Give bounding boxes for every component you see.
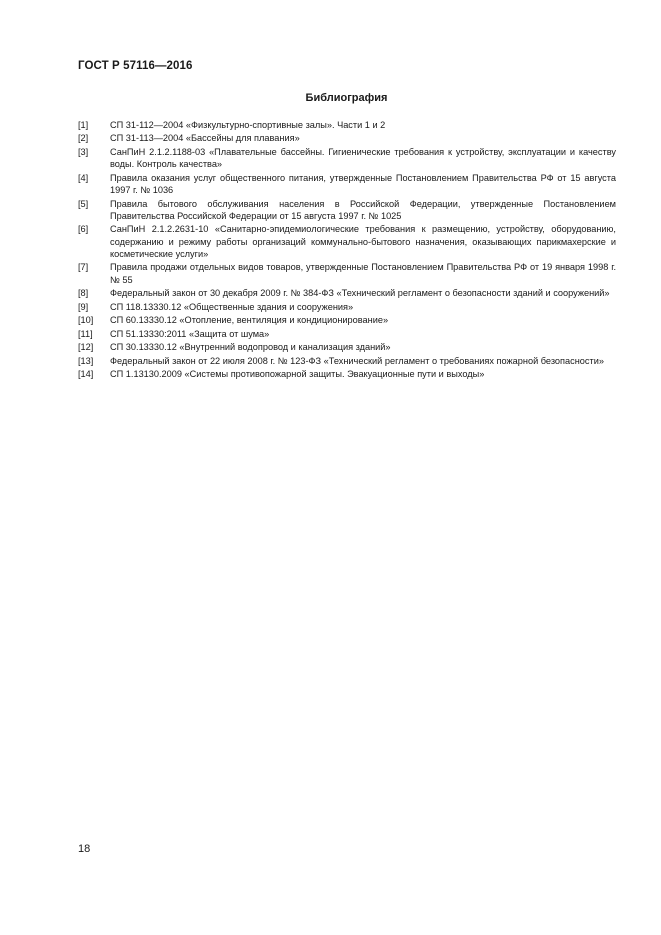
- entry-number: [12]: [78, 342, 94, 353]
- entry-text: Правила бытового обслуживания населения в Российской Федерации, утвержденные Постановлением Правительства Российской Федерации от 15 августа 1997 г. № 1025: [110, 198, 616, 221]
- entry-text: СП 51.13330:2011 «Защита от шума»: [110, 328, 270, 339]
- bibliography-entry: [78, 368, 616, 380]
- entry-number: [10]: [78, 315, 94, 326]
- bibliography-entry: [78, 146, 616, 171]
- entry-number: [2]: [78, 133, 89, 144]
- bibliography-entry: [78, 172, 616, 197]
- entry-number: [13]: [78, 355, 94, 366]
- bibliography-entry: [78, 328, 616, 340]
- bibliography-entry: [78, 119, 616, 131]
- bibliography-entry: [78, 341, 616, 353]
- entry-text: СанПиН 2.1.2.2631-10 «Санитарно-эпидемиологические требования к размещению, устройству, оборудованию, содержанию и режиму работы организаций коммунально-бытового назначения, оказывающих парикмахерские и косметические услуги»: [110, 224, 616, 259]
- document-code: ГОСТ Р 57116—2016: [78, 60, 193, 72]
- entry-text: Правила продажи отдельных видов товаров, утвержденные Постановлением Правительства РФ от 19 января 1998 г. № 55: [110, 262, 616, 285]
- entry-text: СП 1.13130.2009 «Системы противопожарной защиты. Эвакуационные пути и выходы»: [110, 369, 485, 380]
- entry-number: [7]: [78, 262, 89, 273]
- entry-text: Федеральный закон от 30 декабря 2009 г. № 384-ФЗ «Технический регламент о безопасности зданий и сооружений»: [110, 288, 610, 299]
- entry-number: [9]: [78, 301, 89, 312]
- entry-number: [14]: [78, 369, 94, 380]
- bibliography-entry: [78, 287, 616, 299]
- entry-number: [1]: [78, 120, 89, 130]
- section-title: Библиография: [305, 92, 388, 104]
- bibliography-entry: [78, 301, 616, 313]
- entry-text: СП 118.13330.12 «Общественные здания и сооружения»: [110, 301, 354, 312]
- bibliography-entry: [78, 261, 616, 286]
- bibliography-entry: [78, 355, 616, 367]
- bibliography-entry: [78, 223, 616, 260]
- entry-text: СП 31-113—2004 «Бассейны для плавания»: [110, 133, 300, 144]
- page-number: 18: [78, 843, 91, 855]
- entry-number: [4]: [78, 172, 89, 183]
- entry-text: Правила оказания услуг общественного питания, утвержденные Постановлением Правительства РФ от 15 августа 1997 г. № 1036: [110, 172, 616, 196]
- entry-text: СП 30.13330.12 «Внутренний водопровод и канализация зданий»: [110, 342, 391, 353]
- entry-text: СП 31-112—2004 «Физкультурно-спортивные залы». Части 1 и 2: [110, 120, 386, 130]
- bibliography-entry: [78, 198, 616, 223]
- entry-number: [5]: [78, 198, 89, 209]
- entry-number: [6]: [78, 224, 89, 235]
- entry-number: [3]: [78, 146, 89, 157]
- entry-text: Федеральный закон от 22 июля 2008 г. № 123-ФЗ «Технический регламент о требованиях пожарной безопасности»: [110, 355, 604, 366]
- bibliography-list: [78, 119, 616, 382]
- entry-text: СанПиН 2.1.2.1188-03 «Плавательные бассейны. Гигиенические требования к устройству, эксплуатации и качеству воды. Контроль качества»: [110, 146, 616, 170]
- entry-text: СП 60.13330.12 «Отопление, вентиляция и кондиционирование»: [110, 315, 389, 326]
- bibliography-entry: [78, 314, 616, 326]
- bibliography-entry: [78, 132, 616, 144]
- entry-number: [8]: [78, 288, 89, 299]
- entry-number: [11]: [78, 328, 93, 339]
